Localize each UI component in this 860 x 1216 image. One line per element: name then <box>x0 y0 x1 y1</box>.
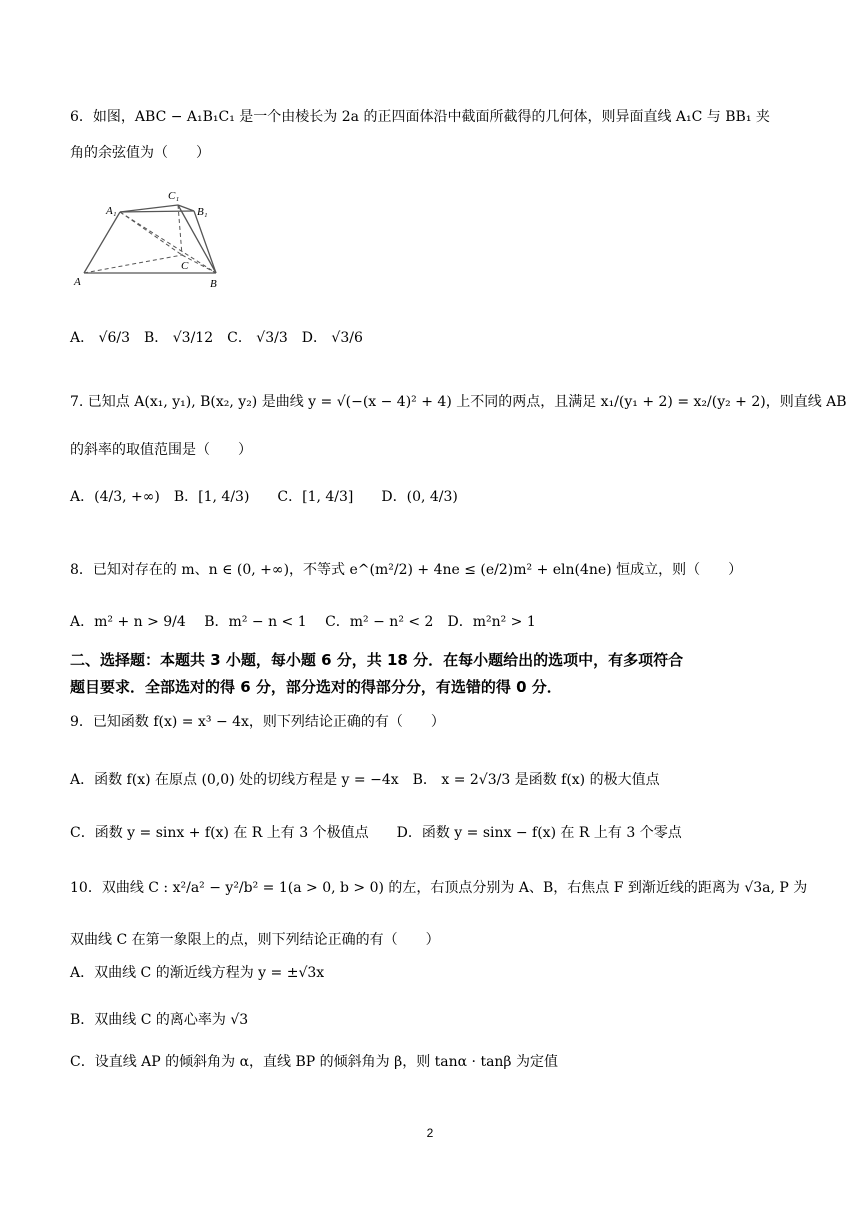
q6-stem-line2: 角的余弦值为（ ） <box>70 145 210 161</box>
q10-option-a: A．双曲线 C 的渐近线方程为 y = ±√3x <box>70 965 325 981</box>
label-C1: C₁ <box>168 190 180 202</box>
label-A: A <box>74 276 81 288</box>
q9-stem: 9．已知函数 f(x) = x³ − 4x，则下列结论正确的有（ ） <box>70 714 445 730</box>
q6-geometry-figure <box>70 185 230 290</box>
edge-A1-A <box>84 212 120 273</box>
q6-options: A． √6/3 B． √3/12 C． √3/3 D． √3/6 <box>70 330 363 346</box>
label-A1: A₁ <box>106 205 117 217</box>
q9-options-cd: C．函数 y = sinx + f(x) 在 R 上有 3 个极值点 D．函数 y = sinx − f(x) 在 R 上有 3 个零点 <box>70 825 682 841</box>
q8-options: A．m² + n > 9/4 B．m² − n < 1 C．m² − n² < 2 D．m²n² > 1 <box>70 614 536 630</box>
q7-stem-line1: 7. 已知点 A(x₁, y₁), B(x₂, y₂) 是曲线 y = √(−(x − 4)² + 4) 上不同的两点，且满足 x₁/(y₁ + 2) = x₂/(y₂ + 2)，则直线 AB <box>70 394 847 410</box>
q8-stem: 8．已知对存在的 m、n ∈ (0, +∞)，不等式 e^(m²/2) + 4ne ≤ (e/2)m² + eln(4ne) 恒成立，则（ ） <box>70 562 743 578</box>
q10-stem-line2: 双曲线 C 在第一象限上的点，则下列结论正确的有（ ） <box>70 932 440 948</box>
q6-stem-line1: 6．如图，ABC − A₁B₁C₁ 是一个由棱长为 2a 的正四面体沿中截面所截得的几何体，则异面直线 A₁C 与 BB₁ 夹 <box>70 109 770 125</box>
edge-C1-C <box>178 205 182 255</box>
q7-options: A．(4/3, +∞) B．[1, 4/3) C．[1, 4/3] D．(0, 4/3) <box>70 489 458 505</box>
edge-B1-B <box>194 211 216 273</box>
q7-stem-line2: 的斜率的取值范围是（ ） <box>70 442 252 458</box>
label-C: C <box>181 260 189 272</box>
edge-A1-C <box>120 212 182 255</box>
q10-option-c: C．设直线 AP 的倾斜角为 α，直线 BP 的倾斜角为 β，则 tanα · tanβ 为定值 <box>70 1054 558 1070</box>
q10-option-b: B．双曲线 C 的离心率为 √3 <box>70 1012 249 1028</box>
edge-A-C <box>84 255 182 273</box>
section2-heading-line1: 二、选择题：本题共 3 小题，每小题 6 分，共 18 分．在每小题给出的选项中，有多项符合 <box>70 651 684 669</box>
q10-stem-line1: 10．双曲线 C : x²/a² − y²/b² = 1(a > 0, b > 0) 的左，右顶点分别为 A、B，右焦点 F 到渐近线的距离为 √3a, P 为 <box>70 880 808 896</box>
label-B1: B₁ <box>197 206 208 218</box>
section2-heading-line2: 题目要求．全部选对的得 6 分，部分选对的得部分分，有选错的得 0 分． <box>70 678 562 696</box>
page-number: 2 <box>426 1126 434 1140</box>
q9-options-ab: A．函数 f(x) 在原点 (0,0) 处的切线方程是 y = −4x B． x = 2√3/3 是函数 f(x) 的极大值点 <box>70 772 660 788</box>
label-B: B <box>210 278 217 290</box>
